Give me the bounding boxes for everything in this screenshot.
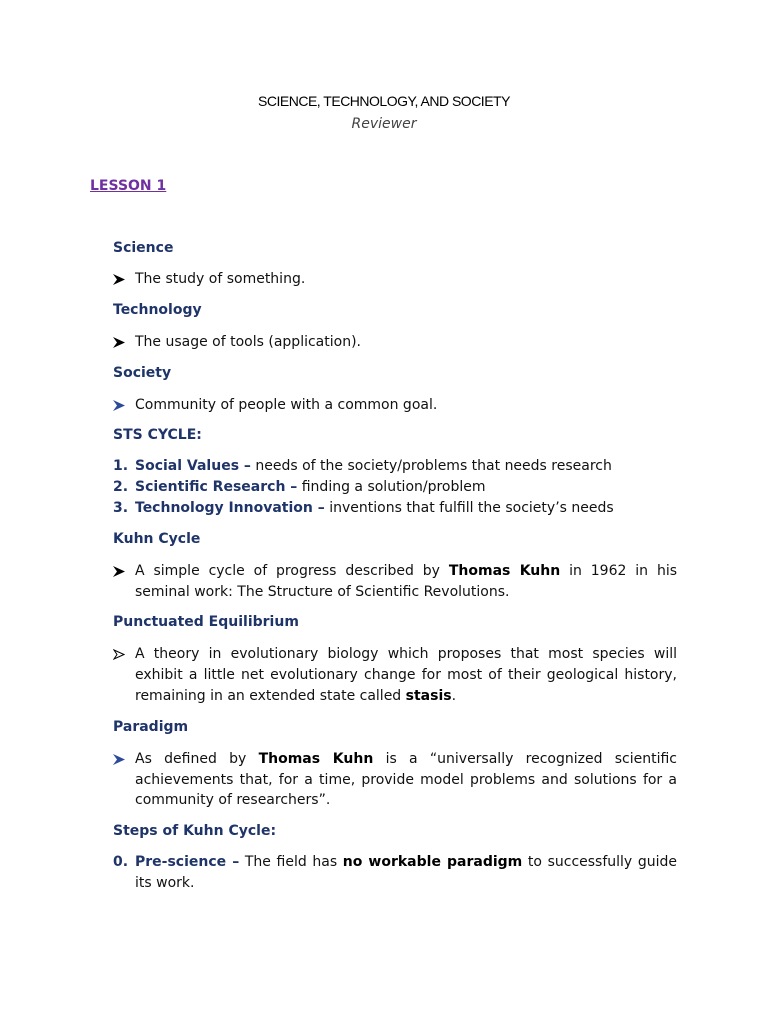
bold-term: Thomas Kuhn: [258, 750, 374, 767]
sts-description: finding a solution/problem: [301, 479, 486, 496]
step-text: The field has: [244, 854, 338, 871]
document-title: SCIENCE, TECHNOLOGY, AND SOCIETY: [258, 93, 510, 109]
bullet-text: is a “universally recognized scientific achievements that, for a time, provide model problems and solutions for a community of researchers”.: [135, 750, 678, 809]
bullet-technology: [113, 332, 677, 353]
bullet-text: A simple cycle of progress described by: [135, 562, 440, 579]
step-item: [113, 852, 677, 894]
bullet-punctuated-equilibrium: [113, 644, 677, 706]
arrowhead-bullet-icon: [113, 332, 127, 353]
arrowhead-bullet-icon: [113, 395, 127, 416]
bold-term: no workable paradigm: [342, 854, 523, 871]
list-number: 1.: [113, 458, 129, 475]
heading-paradigm: Paradigm: [113, 718, 189, 735]
list-number: 0.: [113, 854, 129, 871]
lesson-link[interactable]: LESSON 1: [90, 178, 167, 194]
bold-term: Thomas Kuhn: [448, 562, 561, 579]
step-term: Pre-science –: [135, 854, 240, 871]
step-text: to successfully guide its work.: [135, 854, 677, 891]
sts-term: Technology Innovation –: [135, 499, 325, 516]
bullet-text: in 1962 in his seminal work: The Structure of Scientific Revolutions.: [135, 562, 678, 600]
bullet-text: The usage of tools (application).: [135, 333, 361, 350]
bullet-kuhn-cycle: [113, 561, 677, 603]
document-subtitle: Reviewer: [351, 116, 417, 132]
bullet-science: [113, 269, 677, 290]
document-body: [113, 238, 677, 894]
bullet-text: .: [451, 687, 457, 704]
heading-kuhn-cycle: Kuhn Cycle: [113, 530, 201, 547]
open-arrowhead-bullet-icon: [113, 644, 127, 665]
sts-item: [113, 477, 677, 498]
bold-term: stasis: [405, 687, 452, 704]
bullet-text: As defined by: [135, 750, 247, 767]
heading-science: Science: [113, 240, 174, 256]
sts-description: needs of the society/problems that needs research: [255, 458, 612, 475]
arrowhead-bullet-icon: [113, 561, 127, 582]
list-number: 2.: [113, 479, 129, 496]
heading-technology: Technology: [113, 301, 202, 318]
sts-item: [113, 456, 677, 477]
sts-term: Social Values –: [135, 458, 251, 475]
heading-steps-kuhn-cycle: Steps of Kuhn Cycle:: [113, 823, 277, 840]
bullet-paradigm: [113, 749, 677, 811]
sts-description: inventions that fulfill the society’s needs: [329, 499, 614, 516]
heading-society: Society: [113, 364, 172, 381]
sts-item: [113, 498, 677, 519]
list-number: 3.: [113, 499, 129, 516]
bullet-text: A theory in evolutionary biology which proposes that most species will exhibit a little net evolutionary change for most of their geological history, remaining in an extended state called: [135, 646, 677, 704]
arrowhead-bullet-icon: [113, 269, 127, 290]
bullet-society: [113, 395, 677, 416]
arrowhead-bullet-icon: [113, 749, 127, 770]
heading-sts-cycle: STS CYCLE:: [113, 427, 202, 444]
bullet-text: Community of people with a common goal.: [135, 396, 438, 413]
heading-punctuated-equilibrium: Punctuated Equilibrium: [113, 614, 299, 631]
sts-term: Scientific Research –: [135, 479, 298, 496]
bullet-text: The study of something.: [135, 271, 306, 287]
